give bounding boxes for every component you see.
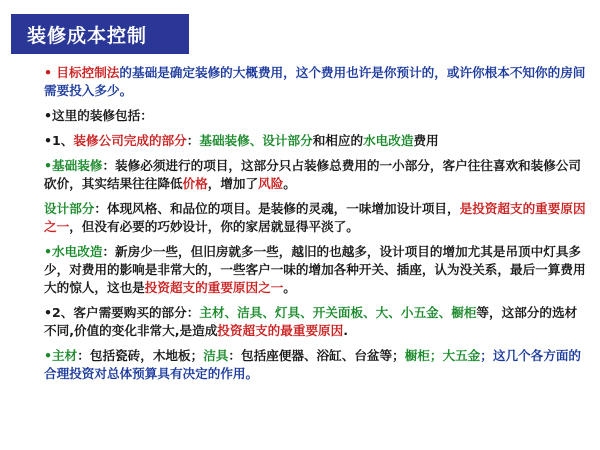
text-segment: ：体现风格、和品位的项目。是装修的灵魂，一味增加设计项目， bbox=[94, 201, 460, 216]
slide-title: 装修成本控制 bbox=[27, 24, 148, 47]
text-segment: 设计部分 bbox=[44, 201, 95, 216]
text-segment: 主材、洁具、灯具、开关面板、大、小五金、橱柜 bbox=[199, 305, 477, 320]
text-segment: 水电改造 bbox=[363, 133, 414, 148]
text-segment: ，但没有必要的巧妙设计，你的家居就显得平淡了。 bbox=[69, 219, 359, 234]
text-segment: ；这几个各方面的合理投资对总体预算具有决定的作用。 bbox=[44, 348, 581, 381]
paragraph-basic-decoration bbox=[44, 157, 588, 193]
text-segment: . bbox=[343, 323, 349, 338]
paragraph-company-part bbox=[44, 132, 588, 150]
paragraph-main-materials bbox=[44, 347, 588, 383]
text-segment: ：新房少一些，但旧房就多一些，越旧的也越多，设计项目的增加尤其是吊顶中灯具多少，对费用的影响是非常大的，一些客户一味的增加各种开关、插座，认为没关系，最后一算费用大的惊人，这也是 bbox=[44, 244, 586, 295]
text-segment: 和相应的 bbox=[312, 133, 364, 148]
slide-body bbox=[44, 64, 588, 390]
text-segment: 等，这部分的选材不同,价值的变化非常大,是造成 bbox=[44, 305, 578, 338]
text-segment: ：包括瓷砖，木地板； bbox=[77, 348, 204, 363]
paragraph-plumbing-electric bbox=[44, 243, 588, 297]
text-segment: 投资超支的最重要原因 bbox=[217, 323, 344, 338]
text-segment: •2、客户需要购买的部分 bbox=[44, 305, 187, 320]
text-segment: 。 bbox=[283, 280, 296, 295]
text-segment: 装修公司完成的部分 bbox=[73, 133, 187, 148]
text-segment: 费用 bbox=[413, 133, 439, 148]
paragraph-design-part bbox=[44, 200, 588, 236]
text-segment: ： bbox=[186, 305, 200, 320]
text-segment: • 目标控制法 bbox=[44, 65, 120, 80]
paragraph-includes bbox=[44, 107, 588, 125]
text-segment: ，增加了 bbox=[207, 176, 259, 191]
text-segment: 是投资超支的重要原因之一 bbox=[44, 201, 586, 234]
text-segment: •基础装修 bbox=[44, 158, 103, 173]
text-segment: 价格 bbox=[182, 176, 208, 191]
text-segment: 洁具 bbox=[203, 348, 229, 363]
text-segment: 基础装修、设计部分 bbox=[199, 133, 313, 148]
paragraph-target-control bbox=[44, 64, 588, 100]
text-segment: ： bbox=[186, 133, 200, 148]
text-segment: ：装修必须进行的项目，这部分只占装修总费用的一小部分，客户往往喜欢和装修公司砍价，其实结果往往降低 bbox=[44, 158, 581, 191]
paragraph-customer-purchase bbox=[44, 304, 588, 340]
text-segment: 投资超支的重要原因之一 bbox=[144, 280, 284, 295]
text-segment: 橱柜；大五金 bbox=[404, 348, 481, 363]
text-segment: 的基础是确定装修的大概费用，这个费用也许是你预计的，或许你根本不知你的房间需要投入多少。 bbox=[44, 65, 586, 98]
slide-title-bar bbox=[11, 14, 189, 54]
text-segment: •主材 bbox=[44, 348, 78, 363]
text-segment: 风险 bbox=[258, 176, 284, 191]
text-segment: •水电改造 bbox=[44, 244, 103, 259]
text-segment: •1、 bbox=[44, 133, 74, 148]
text-segment: 。 bbox=[283, 176, 296, 191]
text-segment: •这里的装修包括： bbox=[44, 108, 153, 123]
text-segment: ：包括座便器、浴缸、台盆等； bbox=[228, 348, 405, 363]
